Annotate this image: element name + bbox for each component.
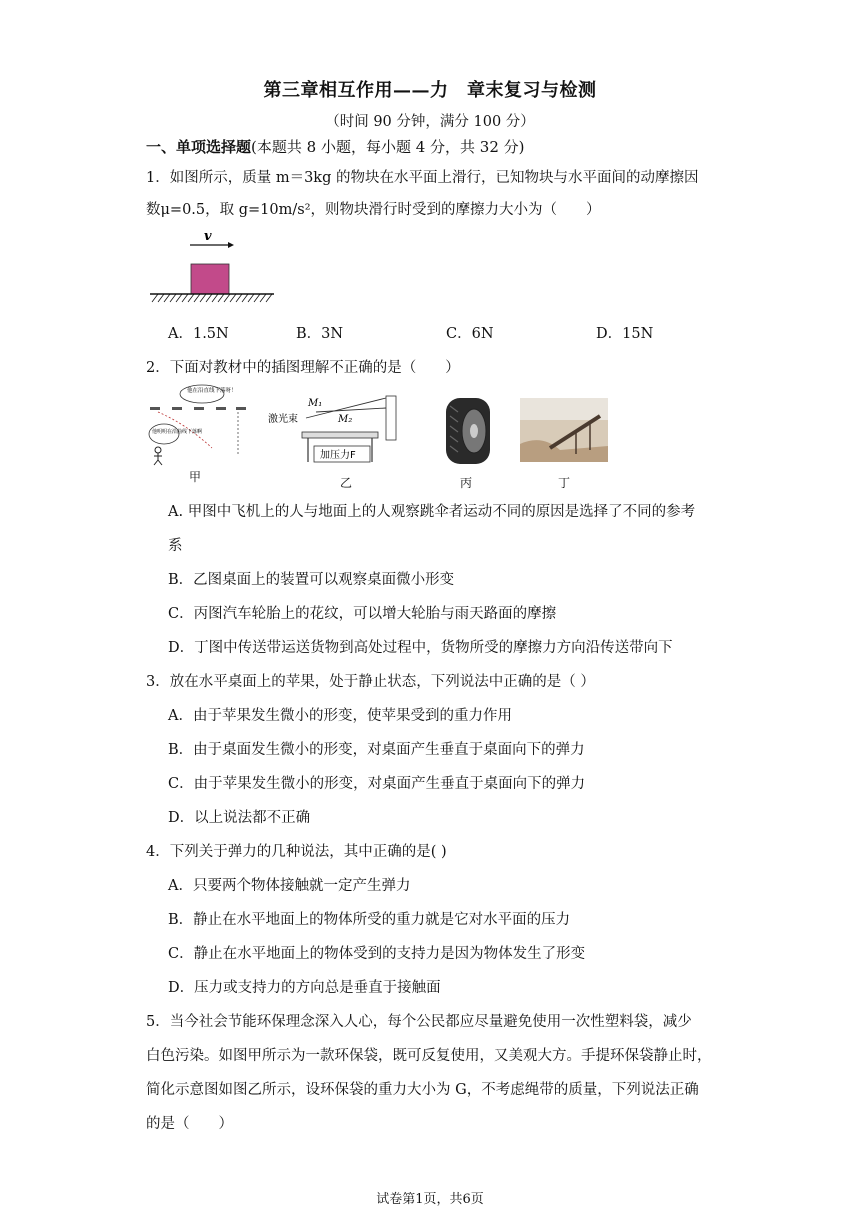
q1-line-2: 数μ=0.5，取 g=10m/s²，则物块滑行时受到的摩擦力大小为（ ）	[146, 202, 601, 218]
laser-beam-2	[316, 408, 386, 412]
q5-line-2: 白色污染。如图甲所示为一款环保袋，既可反复使用，又美观大方。手提环保袋静止时，	[146, 1048, 712, 1064]
sliding-block	[191, 264, 229, 294]
q3-option-c: C．由于苹果发生微小的形变，对桌面产生垂直于桌面向下的弹力	[168, 776, 586, 792]
section-heading	[146, 136, 525, 157]
page-title: 第三章相互作用——力 章末复习与检测	[263, 80, 597, 101]
page-footer: 试卷第1页，共6页	[376, 1192, 484, 1207]
mirror-m2-label: M₂	[338, 414, 353, 425]
q2-caption-bing: 丙	[460, 476, 473, 490]
q2-caption-jia: 甲	[189, 470, 202, 484]
q1-option-a: A．1.5N	[168, 326, 229, 342]
q2-option-c: C．丙图汽车轮胎上的花纹，可以增大轮胎与雨天路面的摩擦	[168, 606, 557, 622]
q4-option-a: A．只要两个物体接触就一定产生弹力	[168, 878, 411, 894]
q2-figure-jia	[146, 384, 250, 466]
q5-line-4: 的是（ ）	[146, 1116, 233, 1132]
q5-line-3: 简化示意图如图乙所示，设环保袋的重力大小为 G，不考虑绳带的质量，下列说法正确	[146, 1082, 699, 1098]
q1-option-b: B．3N	[296, 326, 344, 342]
bubble-1-text: 他在沿直线下落呀！	[187, 388, 237, 394]
photo-sky	[520, 398, 608, 420]
q5-line-1: 5．当今社会节能环保理念深入人心，每个公民都应尽量避免使用一次性塑料袋，减少	[146, 1014, 692, 1030]
q4-option-c: C．静止在水平地面上的物体受到的支持力是因为物体发生了形变	[168, 946, 586, 962]
q1-line-1: 1．如图所示，质量 m＝3kg 的物块在水平面上滑行，已知物块与水平面间的动摩擦因	[146, 170, 699, 186]
q2-option-a-line-1: A. 甲图中飞机上的人与地面上的人观察跳伞者运动不同的原因是选择了不同的参考	[168, 504, 696, 520]
velocity-label: v	[204, 229, 212, 244]
mirror-m1-label: M₁	[308, 398, 323, 409]
section-note: (本题共 8 小题，每小题 4 分，共 32 分)	[251, 138, 525, 156]
q4-stem: 4．下列关于弹力的几种说法，其中正确的是( )	[146, 844, 447, 860]
velocity-arrow-head	[228, 242, 234, 248]
laser-label: 激光束	[268, 414, 298, 425]
q1-option-c: C．6N	[446, 326, 494, 342]
q2-stem: 2．下面对教材中的插图理解不正确的是（ ）	[146, 360, 460, 376]
q2-figure-yi	[264, 392, 404, 468]
force-label: 加压力F	[320, 450, 356, 461]
q2-figure-ding	[520, 398, 608, 462]
ground-hatch	[152, 294, 272, 302]
section-title: 一、单项选择题	[146, 138, 252, 156]
page-subtitle: （时间 90 分钟，满分 100 分）	[325, 114, 535, 130]
scale-ruler	[386, 396, 396, 440]
q2-option-a-line-2: 系	[168, 538, 183, 554]
q3-option-d: D．以上说法都不正确	[168, 810, 311, 826]
tire-hub	[470, 424, 478, 438]
q3-option-a: A．由于苹果发生微小的形变，使苹果受到的重力作用	[168, 708, 512, 724]
q4-option-d: D．压力或支持力的方向总是垂直于接触面	[168, 980, 441, 996]
q1-figure-block	[146, 226, 278, 306]
q2-figure-bing	[440, 396, 496, 466]
q2-caption-ding: 丁	[558, 476, 571, 490]
q2-caption-yi: 乙	[340, 476, 353, 490]
observer-figure	[154, 447, 162, 465]
bubble-2-text: 他明明在沿曲线下落啊	[152, 429, 203, 435]
q3-option-b: B．由于桌面发生微小的形变，对桌面产生垂直于桌面向下的弹力	[168, 742, 585, 758]
q3-stem: 3．放在水平桌面上的苹果，处于静止状态，下列说法中正确的是（ ）	[146, 674, 595, 690]
q2-option-b: B．乙图桌面上的装置可以观察桌面微小形变	[168, 572, 455, 588]
table-top	[302, 432, 378, 438]
q4-option-b: B．静止在水平地面上的物体所受的重力就是它对水平面的压力	[168, 912, 571, 928]
q1-option-d: D．15N	[596, 326, 654, 342]
q2-option-d: D．丁图中传送带运送货物到高处过程中，货物所受的摩擦力方向沿传送带向下	[168, 640, 673, 656]
planes-row	[150, 407, 246, 410]
